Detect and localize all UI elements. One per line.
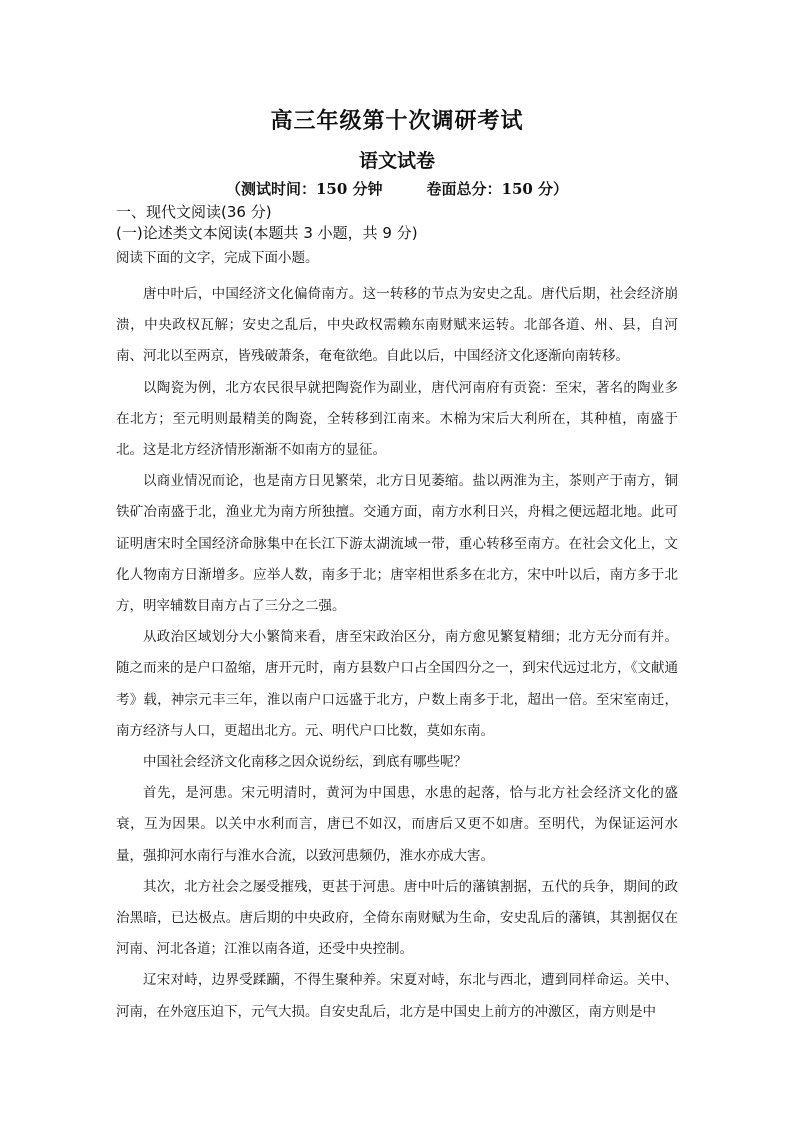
exam-meta (0, 178, 794, 199)
passage-paragraph: 首先，是河患。宋元明清时，黄河为中国患，水患的起落，恰与北方社会经济文化的盛衰，互为因果。以关中水利而言，唐已不如汉，而唐后又更不如唐。至明代，为保证运河水量，强抑河水南行与淮水合流，以致河患频仍，淮水亦成大害。 (116, 785, 678, 864)
subsection-heading: (一)论述类文本阅读(本题共 3 小题，共 9 分) (116, 224, 418, 242)
passage-paragraph: 从政治区域划分大小繁简来看，唐至宋政治区分，南方愈见繁复精细；北方无分而有并。随之而来的是户口盈缩，唐开元时，南方县数户口占全国四分之一，到宋代远过北方，《文献通考》载，神宗元丰三年，淮以南户口远盛于北方，户数上南多于北，超出一倍。至宋室南迁，南方经济与人口，更超出北方。元、明代户口比数，莫如东南。 (116, 629, 678, 739)
exam-duration: （测试时间：150 分钟 (225, 180, 383, 198)
reading-instruction: 阅读下面的文字，完成下面小题。 (116, 250, 319, 266)
total-score: 卷面总分：150 分） (426, 180, 569, 198)
passage-paragraph: 辽宋对峙，边界受蹂躏，不得生聚种养。宋夏对峙，东北与西北，遭到同样命运。关中、河南，在外寇压迫下，元气大损。自安史乱后，北方是中国史上前方的冲激区，南方则是中 (116, 972, 678, 1020)
passage-paragraph: 以商业情况而论，也是南方日见繁荣，北方日见萎缩。盐以两淮为主，茶则产于南方，铜铁矿冶南盛于北，渔业尤为南方所独擅。交通方面，南方水利日兴，舟楫之便远超北地。此可证明唐宋时全国经济命脉集中在长江下游太湖流域一带，重心转移至南方。在社会文化上，文化人物南方日渐增多。应举人数，南多于北；唐宰相世系多在北方，宋中叶以后，南方多于北方，明宰辅数目南方占了三分之二强。 (116, 473, 678, 615)
passage-paragraph: 以陶瓷为例，北方农民很早就把陶瓷作为副业，唐代河南府有贡瓷：至宋，著名的陶业多在北方；至元明则最精美的陶瓷，全转移到江南来。木棉为宋后大利所在，其种植，南盛于北。这是北方经济情形渐渐不如南方的显征。 (116, 379, 678, 459)
passage-paragraph: 中国社会经济文化南移之因众说纷纭，到底有哪些呢？ (143, 754, 467, 771)
paper-subtitle: 语文试卷 (358, 150, 435, 172)
passage-paragraph: 其次，北方社会之屡受摧残，更甚于河患。唐中叶后的藩镇割据，五代的兵争，期间的政治黑暗，已达极点。唐后期的中央政府，全倚东南财赋为生命，安史乱后的藩镇，其割据仅在河南、河北各道；江淮以南各道，还受中央控制。 (116, 878, 678, 958)
reading-passage (116, 279, 678, 1028)
exam-title: 高三年级第十次调研考试 (270, 108, 524, 134)
passage-paragraph: 唐中叶后，中国经济文化偏倚南方。这一转移的节点为安史之乱。唐代后期，社会经济崩溃，中央政权瓦解；安史之乱后，中央政权需赖东南财赋来运转。北部各道、州、县，自河南、河北以至两京，皆残破萧条，奄奄欲绝。自此以后，中国经济文化逐渐向南转移。 (116, 286, 678, 365)
section-heading: 一、现代文阅读(36 分) (116, 203, 272, 221)
